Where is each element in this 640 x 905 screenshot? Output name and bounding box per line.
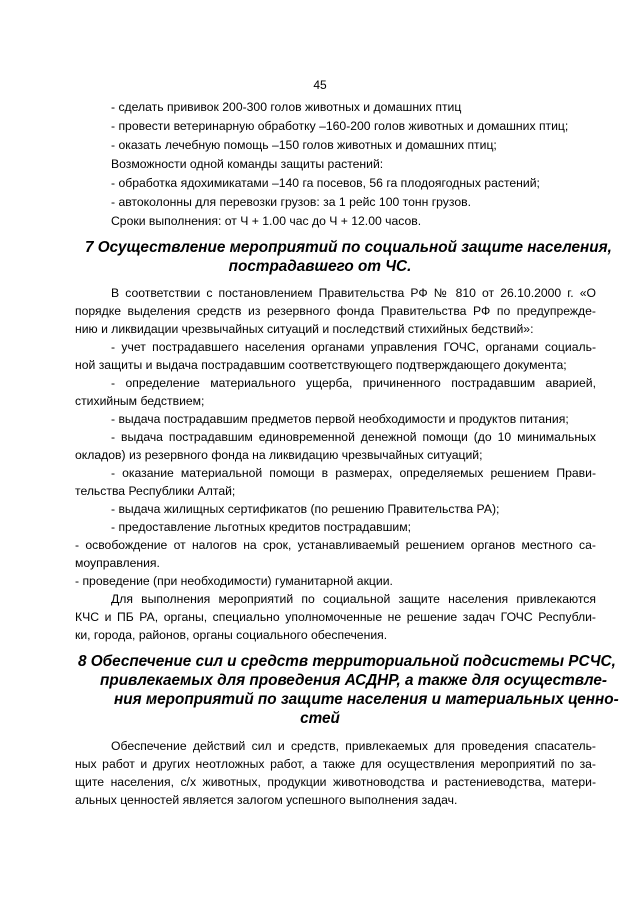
- paragraph-line: тельства Республики Алтай;: [75, 484, 236, 498]
- section-8-heading-line-4: стей: [300, 710, 340, 727]
- paragraph-line: щите населения, с/х животных, продукции животноводства и растениеводства, матери-: [75, 775, 596, 789]
- paragraph-line: - освобождение от налогов на срок, устанавливаемый решением органов местного са-: [75, 538, 596, 552]
- paragraph-line: - оказание материальной помощи в размерах, определяемых решением Прави-: [111, 466, 596, 480]
- paragraph-line: стихийным бедствием;: [75, 394, 205, 408]
- paragraph-line: нию и ликвидации чрезвычайных ситуаций и последствий стихийных бедствий»:: [75, 322, 534, 336]
- list-item: Возможности одной команды защиты растений:: [111, 157, 384, 171]
- list-item: Сроки выполнения: от Ч + 1.00 час до Ч + 12.00 часов.: [111, 214, 422, 228]
- paragraph-line: - определение материального ущерба, причиненного пострадавшим аварией,: [111, 376, 596, 390]
- list-item: - провести ветеринарную обработку –160-200 голов животных и домашних птиц;: [111, 119, 569, 133]
- paragraph-line: окладов) из резервного фонда на ликвидацию чрезвычайных ситуаций;: [75, 448, 483, 462]
- list-item: - оказать лечебную помощь –150 голов животных и домашних птиц;: [111, 138, 497, 152]
- paragraph-line: - учет пострадавшего населения органами управления ГОЧС, органами социаль-: [111, 340, 596, 354]
- paragraph-line: - выдача пострадавшим предметов первой необходимости и продуктов питания;: [111, 412, 569, 426]
- list-item: - сделать прививок 200-300 голов животных и домашних птиц: [111, 100, 462, 114]
- paragraph-line: - проведение (при необходимости) гуманитарной акции.: [75, 574, 393, 588]
- paragraph-line: В соответствии с постановлением Правительства РФ № 810 от 26.10.2000 г. «О: [111, 286, 596, 300]
- page-number: 45: [313, 78, 327, 92]
- paragraph-line: - предоставление льготных кредитов пострадавшим;: [111, 520, 411, 534]
- section-8-heading-line-2: привлекаемых для проведения АСДНР, а также для осуществле-: [100, 672, 607, 689]
- section-8-heading-line-1: 8 Обеспечение сил и средств территориальной подсистемы РСЧС,: [78, 653, 616, 670]
- paragraph-line: альных ценностей является залогом успешного выполнения задач.: [75, 793, 458, 807]
- paragraph-line: Для выполнения мероприятий по социальной защите населения привлекаются: [111, 592, 596, 606]
- paragraph-line: ки, города, районов, органы социального обеспечения.: [75, 628, 388, 642]
- section-8-heading-line-3: ния мероприятий по защите населения и материальных ценно-: [114, 691, 619, 708]
- paragraph-line: - выдача жилищных сертификатов (по решению Правительства РА);: [111, 502, 500, 516]
- paragraph-line: моуправления.: [75, 556, 160, 570]
- list-item: - обработка ядохимикатами –140 га посевов, 56 га плодоягодных растений;: [111, 176, 540, 190]
- section-7-heading-line-1: 7 Осуществление мероприятий по социальной защите населения,: [85, 239, 612, 256]
- paragraph-line: порядке выделения средств из резервного фонда Правительства РФ по предупрежде-: [75, 304, 596, 318]
- list-item: - автоколонны для перевозки грузов: за 1 рейс 100 тонн грузов.: [111, 195, 471, 209]
- section-7-heading-line-2: пострадавшего от ЧС.: [228, 258, 412, 275]
- paragraph-line: ных работ и других неотложных работ, а также для осуществления мероприятий по за-: [75, 757, 596, 771]
- paragraph-line: Обеспечение действий сил и средств, привлекаемых для проведения спасатель-: [111, 739, 596, 753]
- paragraph-line: ной защиты и выдача пострадавшим соответствующего подтверждающего документа;: [75, 358, 567, 372]
- paragraph-line: КЧС и ПБ РА, органы, специально уполномоченные не решение задач ГОЧС Республи-: [75, 610, 596, 624]
- paragraph-line: - выдача пострадавшим единовременной денежной помощи (до 10 минимальных: [111, 430, 596, 444]
